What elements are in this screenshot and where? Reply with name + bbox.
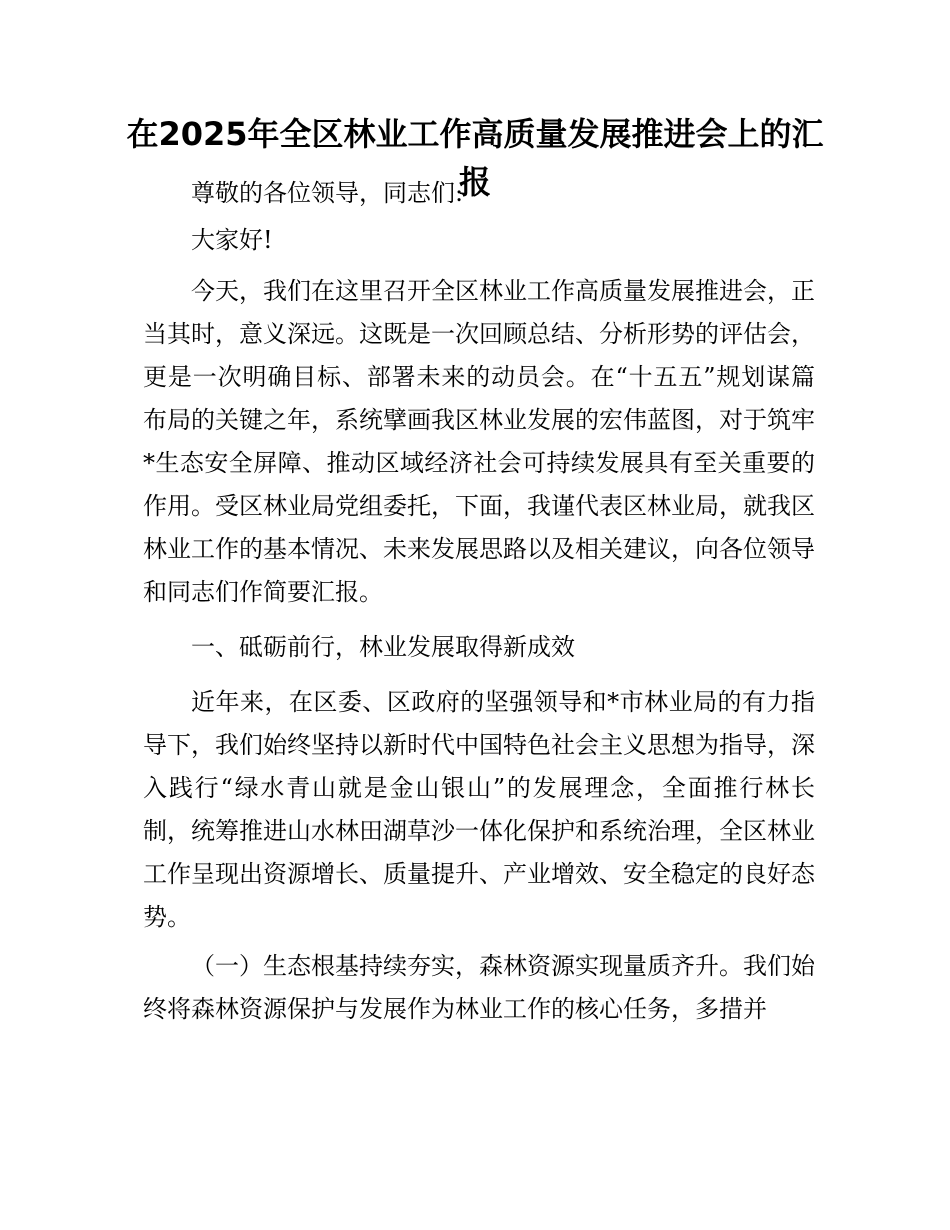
subsection-paragraph: （一）生态根基持续夯实，森林资源实现量质齐升。我们始终将森林资源保护与发展作为林业工作的核心任务，多措并 [143, 952, 815, 1023]
greeting: 大家好! [191, 226, 273, 254]
salutation: 尊敬的各位领导，同志们: [191, 179, 464, 207]
section-heading: 一、砥砺前行，林业发展取得新成效 [191, 633, 575, 661]
document-title: 在2025年全区林业工作高质量发展推进会上的汇报 [126, 115, 824, 201]
intro-paragraph: 今天，我们在这里召开全区林业工作高质量发展推进会，正当其时，意义深远。这既是一次回顾总结、分析形势的评估会，更是一次明确目标、部署未来的动员会。在“十五五”规划谋篇布局的关键之年，系统擘画我区林业发展的宏伟蓝图，对于筑牢*生态安全屏障、推动区域经济社会可持续发展具有至关重要的作用。受区林业局党组委托，下面，我谨代表区林业局，就我区林业工作的基本情况、未来发展思路以及相关建议，向各位领导和同志们作简要汇报。 [143, 277, 815, 606]
document-body [143, 160, 815, 1031]
section-paragraph: 近年来，在区委、区政府的坚强领导和*市林业局的有力指导下，我们始终坚持以新时代中国特色社会主义思想为指导，深入践行“绿水青山就是金山银山”的发展理念，全面推行林长制，统筹推进山水林田湖草沙一体化保护和系统治理，全区林业工作呈现出资源增长、质量提升、产业增效、安全稳定的良好态势。 [143, 688, 815, 931]
